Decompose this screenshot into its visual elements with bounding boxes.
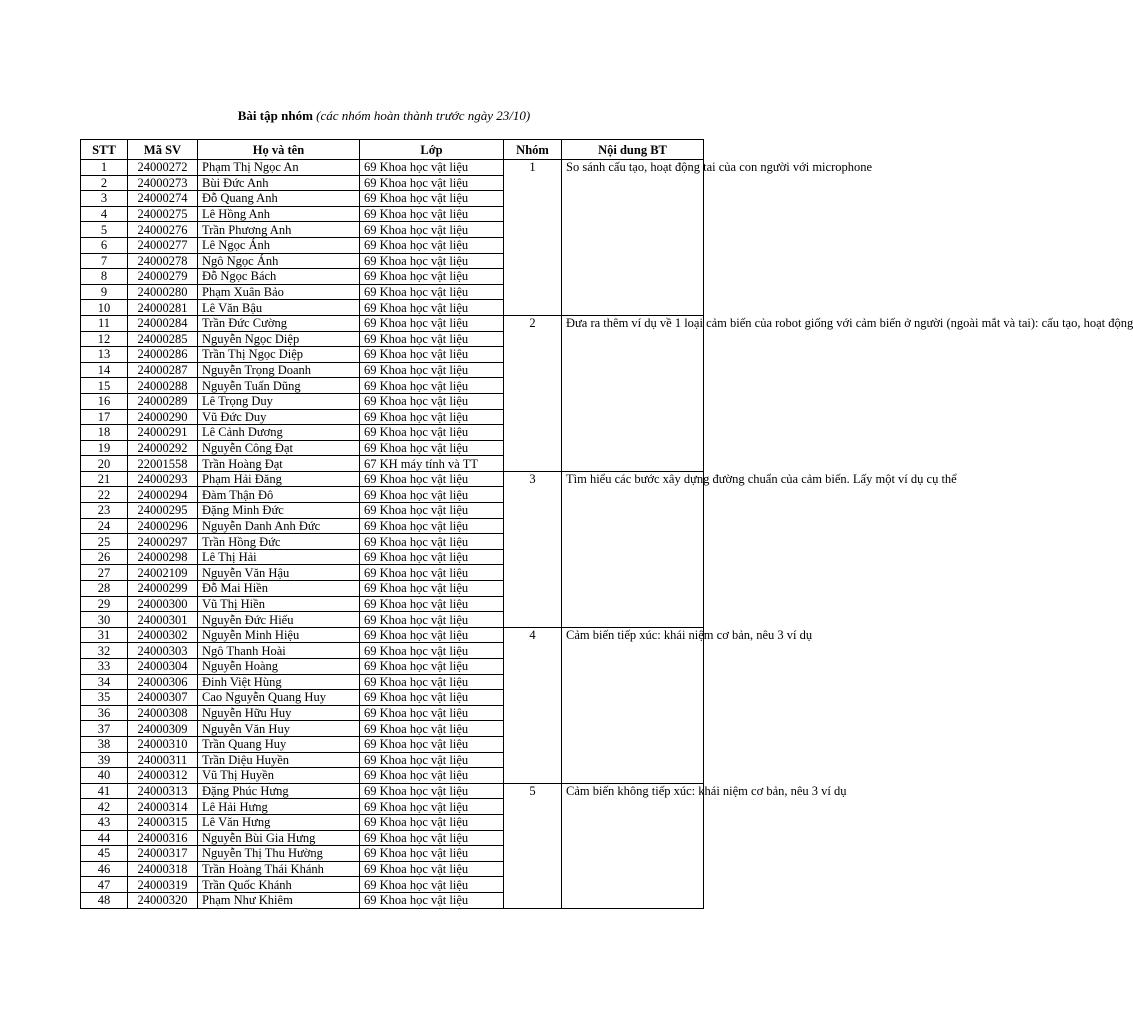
cell-full-name: Nguyễn Văn Hậu [198, 565, 360, 581]
cell-full-name: Nguyễn Bùi Gia Hưng [198, 830, 360, 846]
cell-student-id: 24000273 [128, 175, 198, 191]
cell-full-name: Ngô Ngọc Ánh [198, 253, 360, 269]
cell-full-name: Nguyễn Minh Hiệu [198, 627, 360, 643]
cell-stt: 33 [81, 659, 128, 675]
cell-class: 69 Khoa học vật liệu [360, 206, 504, 222]
document-title [0, 108, 768, 124]
cell-class: 69 Khoa học vật liệu [360, 362, 504, 378]
cell-full-name: Đặng Phúc Hưng [198, 783, 360, 799]
cell-class: 69 Khoa học vật liệu [360, 534, 504, 550]
cell-student-id: 24000302 [128, 627, 198, 643]
cell-class: 69 Khoa học vật liệu [360, 378, 504, 394]
cell-stt: 44 [81, 830, 128, 846]
table-row [81, 627, 704, 643]
cell-stt: 19 [81, 440, 128, 456]
cell-student-id: 24000312 [128, 768, 198, 784]
header-row [81, 140, 704, 160]
cell-stt: 38 [81, 736, 128, 752]
cell-stt: 34 [81, 674, 128, 690]
cell-stt: 35 [81, 690, 128, 706]
cell-class: 69 Khoa học vật liệu [360, 705, 504, 721]
cell-stt: 43 [81, 814, 128, 830]
cell-class: 69 Khoa học vật liệu [360, 549, 504, 565]
cell-stt: 42 [81, 799, 128, 815]
cell-student-id: 24000289 [128, 393, 198, 409]
cell-full-name: Trần Hoàng Đạt [198, 456, 360, 472]
cell-stt: 5 [81, 222, 128, 238]
cell-student-id: 24000295 [128, 503, 198, 519]
cell-class: 69 Khoa học vật liệu [360, 487, 504, 503]
cell-student-id: 24000280 [128, 284, 198, 300]
cell-class: 69 Khoa học vật liệu [360, 425, 504, 441]
cell-full-name: Nguyễn Thị Thu Hường [198, 846, 360, 862]
table-row [81, 315, 704, 331]
table-body [81, 160, 1133, 909]
cell-student-id: 24000291 [128, 425, 198, 441]
cell-full-name: Đỗ Mai Hiền [198, 581, 360, 597]
cell-student-id: 24000309 [128, 721, 198, 737]
cell-class: 69 Khoa học vật liệu [360, 191, 504, 207]
cell-stt: 23 [81, 503, 128, 519]
cell-class: 69 Khoa học vật liệu [360, 471, 504, 487]
cell-class: 69 Khoa học vật liệu [360, 690, 504, 706]
cell-stt: 39 [81, 752, 128, 768]
cell-student-id: 24000315 [128, 814, 198, 830]
cell-full-name: Đặng Minh Đức [198, 503, 360, 519]
cell-student-id: 24000279 [128, 269, 198, 285]
cell-full-name: Nguyễn Tuấn Dũng [198, 378, 360, 394]
cell-student-id: 24000316 [128, 830, 198, 846]
cell-group-number: 5 [504, 783, 562, 908]
cell-class: 69 Khoa học vật liệu [360, 284, 504, 300]
cell-group-assignment: Tìm hiểu các bước xây dựng đường chuẩn của cảm biến. Lấy một ví dụ cụ thể [562, 471, 704, 627]
cell-student-id: 24000314 [128, 799, 198, 815]
cell-class: 69 Khoa học vật liệu [360, 440, 504, 456]
cell-class: 69 Khoa học vật liệu [360, 721, 504, 737]
cell-stt: 45 [81, 846, 128, 862]
cell-student-id: 24000310 [128, 736, 198, 752]
cell-full-name: Vũ Đức Duy [198, 409, 360, 425]
cell-full-name: Lê Ngọc Ánh [198, 237, 360, 253]
cell-student-id: 24000318 [128, 861, 198, 877]
cell-stt: 2 [81, 175, 128, 191]
cell-class: 69 Khoa học vật liệu [360, 565, 504, 581]
table-row [81, 471, 704, 487]
cell-class: 69 Khoa học vật liệu [360, 581, 504, 597]
cell-stt: 16 [81, 393, 128, 409]
cell-full-name: Lê Hải Hưng [198, 799, 360, 815]
header-full-name: Họ và tên [198, 140, 360, 160]
cell-class: 69 Khoa học vật liệu [360, 830, 504, 846]
cell-full-name: Ngô Thanh Hoài [198, 643, 360, 659]
cell-full-name: Trần Đức Cường [198, 315, 360, 331]
cell-stt: 46 [81, 861, 128, 877]
cell-stt: 21 [81, 471, 128, 487]
cell-class: 69 Khoa học vật liệu [360, 643, 504, 659]
cell-student-id: 24000281 [128, 300, 198, 316]
cell-full-name: Bùi Đức Anh [198, 175, 360, 191]
cell-class: 69 Khoa học vật liệu [360, 814, 504, 830]
cell-stt: 25 [81, 534, 128, 550]
cell-student-id: 24000306 [128, 674, 198, 690]
cell-full-name: Đỗ Ngọc Bách [198, 269, 360, 285]
cell-student-id: 24000298 [128, 549, 198, 565]
cell-stt: 31 [81, 627, 128, 643]
cell-full-name: Lê Văn Hưng [198, 814, 360, 830]
cell-class: 69 Khoa học vật liệu [360, 331, 504, 347]
cell-student-id: 24000278 [128, 253, 198, 269]
cell-stt: 24 [81, 518, 128, 534]
cell-class: 69 Khoa học vật liệu [360, 269, 504, 285]
cell-full-name: Nguyễn Hữu Huy [198, 705, 360, 721]
cell-student-id: 24000293 [128, 471, 198, 487]
cell-stt: 4 [81, 206, 128, 222]
cell-stt: 30 [81, 612, 128, 628]
cell-class: 69 Khoa học vật liệu [360, 347, 504, 363]
cell-stt: 6 [81, 237, 128, 253]
cell-stt: 26 [81, 549, 128, 565]
cell-student-id: 24000308 [128, 705, 198, 721]
cell-full-name: Nguyễn Văn Huy [198, 721, 360, 737]
header-class: Lớp [360, 140, 504, 160]
cell-stt: 47 [81, 877, 128, 893]
cell-class: 69 Khoa học vật liệu [360, 612, 504, 628]
cell-student-id: 24000319 [128, 877, 198, 893]
cell-stt: 40 [81, 768, 128, 784]
cell-full-name: Vũ Thị Huyền [198, 768, 360, 784]
cell-student-id: 24000288 [128, 378, 198, 394]
cell-student-id: 24000313 [128, 783, 198, 799]
cell-class: 69 Khoa học vật liệu [360, 393, 504, 409]
cell-full-name: Đỗ Quang Anh [198, 191, 360, 207]
cell-full-name: Phạm Thị Ngọc An [198, 160, 360, 176]
group-assignment-table [80, 139, 1133, 909]
title-bold: Bài tập nhóm [237, 108, 313, 123]
cell-student-id: 24000272 [128, 160, 198, 176]
cell-class: 69 Khoa học vật liệu [360, 315, 504, 331]
cell-full-name: Trần Quốc Khánh [198, 877, 360, 893]
cell-student-id: 24000311 [128, 752, 198, 768]
cell-full-name: Nguyễn Danh Anh Đức [198, 518, 360, 534]
cell-stt: 15 [81, 378, 128, 394]
cell-full-name: Đinh Việt Hùng [198, 674, 360, 690]
cell-group-number: 1 [504, 160, 562, 316]
cell-stt: 7 [81, 253, 128, 269]
cell-student-id: 24000286 [128, 347, 198, 363]
cell-stt: 13 [81, 347, 128, 363]
cell-group-assignment: Cảm biến tiếp xúc: khái niệm cơ bản, nêu 3 ví dụ [562, 627, 704, 783]
cell-full-name: Vũ Thị Hiền [198, 596, 360, 612]
cell-student-id: 24000275 [128, 206, 198, 222]
cell-group-assignment: Đưa ra thêm ví dụ về 1 loại cảm biến của robot giống với cảm biến ở người (ngoài mắt và tai): cấu tạo, hoạt động [562, 315, 704, 471]
cell-stt: 22 [81, 487, 128, 503]
cell-class: 69 Khoa học vật liệu [360, 752, 504, 768]
cell-full-name: Nguyễn Công Đạt [198, 440, 360, 456]
cell-class: 69 Khoa học vật liệu [360, 222, 504, 238]
cell-class: 69 Khoa học vật liệu [360, 846, 504, 862]
cell-class: 69 Khoa học vật liệu [360, 503, 504, 519]
cell-full-name: Nguyễn Trọng Doanh [198, 362, 360, 378]
cell-class: 69 Khoa học vật liệu [360, 300, 504, 316]
cell-stt: 10 [81, 300, 128, 316]
cell-student-id: 24000320 [128, 892, 198, 908]
cell-student-id: 24000294 [128, 487, 198, 503]
cell-class: 69 Khoa học vật liệu [360, 409, 504, 425]
cell-full-name: Cao Nguyễn Quang Huy [198, 690, 360, 706]
cell-student-id: 24000307 [128, 690, 198, 706]
cell-student-id: 24000285 [128, 331, 198, 347]
cell-stt: 28 [81, 581, 128, 597]
cell-class: 69 Khoa học vật liệu [360, 892, 504, 908]
cell-class: 69 Khoa học vật liệu [360, 736, 504, 752]
cell-stt: 3 [81, 191, 128, 207]
cell-student-id: 24000299 [128, 581, 198, 597]
cell-stt: 41 [81, 783, 128, 799]
cell-class: 69 Khoa học vật liệu [360, 861, 504, 877]
cell-full-name: Trần Quang Huy [198, 736, 360, 752]
cell-stt: 20 [81, 456, 128, 472]
cell-stt: 17 [81, 409, 128, 425]
cell-stt: 1 [81, 160, 128, 176]
cell-class: 69 Khoa học vật liệu [360, 659, 504, 675]
cell-full-name: Đàm Thận Đô [198, 487, 360, 503]
cell-full-name: Trần Hoàng Thái Khánh [198, 861, 360, 877]
cell-student-id: 24002109 [128, 565, 198, 581]
cell-student-id: 24000287 [128, 362, 198, 378]
cell-full-name: Trần Diệu Huyền [198, 752, 360, 768]
cell-student-id: 24000290 [128, 409, 198, 425]
table-row [81, 160, 704, 176]
cell-student-id: 24000277 [128, 237, 198, 253]
cell-group-number: 4 [504, 627, 562, 783]
title-italic-note: (các nhóm hoàn thành trước ngày 23/10) [316, 108, 531, 123]
cell-stt: 14 [81, 362, 128, 378]
header-group: Nhóm [504, 140, 562, 160]
cell-full-name: Lê Văn Bậu [198, 300, 360, 316]
cell-class: 69 Khoa học vật liệu [360, 175, 504, 191]
cell-class: 69 Khoa học vật liệu [360, 799, 504, 815]
cell-student-id: 24000317 [128, 846, 198, 862]
cell-class: 69 Khoa học vật liệu [360, 768, 504, 784]
cell-full-name: Trần Phương Anh [198, 222, 360, 238]
cell-class: 67 KH máy tính và TT [360, 456, 504, 472]
cell-group-assignment: So sánh cấu tạo, hoạt động tai của con người với microphone [562, 160, 704, 316]
cell-full-name: Lê Cảnh Dương [198, 425, 360, 441]
cell-full-name: Nguyễn Đức Hiếu [198, 612, 360, 628]
cell-stt: 27 [81, 565, 128, 581]
cell-student-id: 24000284 [128, 315, 198, 331]
cell-stt: 11 [81, 315, 128, 331]
cell-full-name: Nguyễn Ngọc Diệp [198, 331, 360, 347]
cell-stt: 32 [81, 643, 128, 659]
cell-student-id: 24000274 [128, 191, 198, 207]
cell-class: 69 Khoa học vật liệu [360, 253, 504, 269]
cell-stt: 18 [81, 425, 128, 441]
cell-student-id: 24000276 [128, 222, 198, 238]
cell-full-name: Phạm Xuân Bảo [198, 284, 360, 300]
cell-stt: 37 [81, 721, 128, 737]
cell-student-id: 24000303 [128, 643, 198, 659]
cell-full-name: Trần Hồng Đức [198, 534, 360, 550]
cell-full-name: Lê Hồng Anh [198, 206, 360, 222]
cell-student-id: 22001558 [128, 456, 198, 472]
cell-stt: 29 [81, 596, 128, 612]
cell-full-name: Phạm Hải Đăng [198, 471, 360, 487]
cell-student-id: 24000296 [128, 518, 198, 534]
cell-stt: 48 [81, 892, 128, 908]
cell-student-id: 24000297 [128, 534, 198, 550]
header-stt: STT [81, 140, 128, 160]
cell-class: 69 Khoa học vật liệu [360, 674, 504, 690]
cell-stt: 8 [81, 269, 128, 285]
cell-group-assignment: Cảm biến không tiếp xúc: khái niệm cơ bản, nêu 3 ví dụ [562, 783, 704, 908]
cell-full-name: Lê Thị Hải [198, 549, 360, 565]
table-row [81, 783, 704, 799]
cell-class: 69 Khoa học vật liệu [360, 160, 504, 176]
cell-stt: 9 [81, 284, 128, 300]
cell-full-name: Nguyễn Hoàng [198, 659, 360, 675]
cell-student-id: 24000300 [128, 596, 198, 612]
cell-full-name: Lê Trọng Duy [198, 393, 360, 409]
cell-full-name: Phạm Như Khiêm [198, 892, 360, 908]
cell-class: 69 Khoa học vật liệu [360, 237, 504, 253]
cell-full-name: Trần Thị Ngọc Diệp [198, 347, 360, 363]
cell-stt: 12 [81, 331, 128, 347]
cell-student-id: 24000304 [128, 659, 198, 675]
cell-class: 69 Khoa học vật liệu [360, 627, 504, 643]
cell-class: 69 Khoa học vật liệu [360, 596, 504, 612]
cell-stt: 36 [81, 705, 128, 721]
cell-class: 69 Khoa học vật liệu [360, 783, 504, 799]
header-assignment-content: Nội dung BT [562, 140, 704, 160]
cell-student-id: 24000301 [128, 612, 198, 628]
cell-group-number: 3 [504, 471, 562, 627]
cell-student-id: 24000292 [128, 440, 198, 456]
cell-group-number: 2 [504, 315, 562, 471]
header-student-id: Mã SV [128, 140, 198, 160]
cell-class: 69 Khoa học vật liệu [360, 518, 504, 534]
cell-class: 69 Khoa học vật liệu [360, 877, 504, 893]
